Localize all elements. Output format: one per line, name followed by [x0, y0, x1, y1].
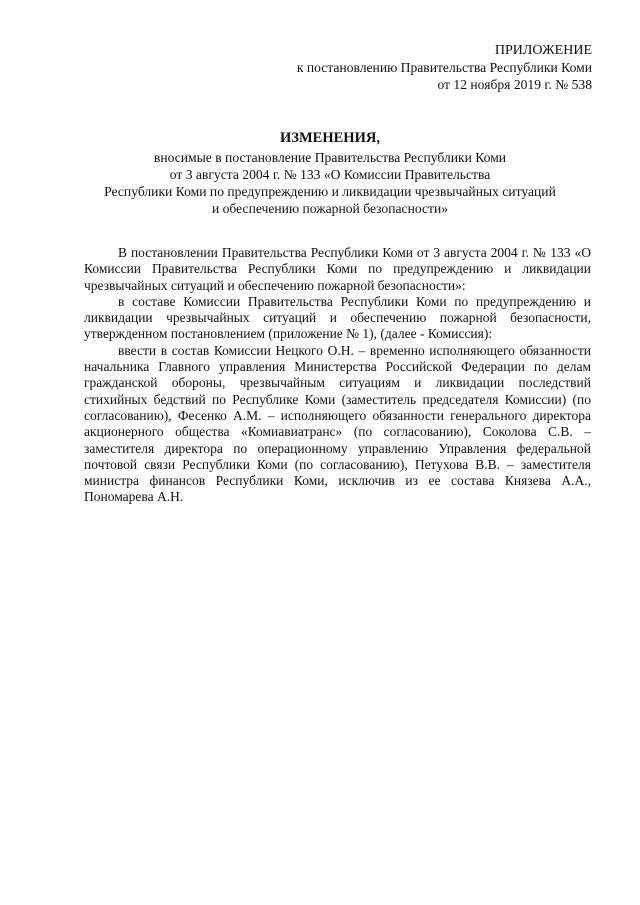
body-paragraph: ввести в состав Комиссии Нецкого О.Н. – временно исполняющего обязанности начальника Главного управления Министерства Российской Федерации по делам гражданской обороны, чрезвычайным ситуациям и ликвидации последствий стихийных бедствий по Республике Коми (заместитель председателя Комиссии) (по согласованию), Фесенко А.М. – исполняющего обязанности генерального директора акционерного общества «Комиавиатранс» (по согласованию), Соколова С.В. – заместителя директора по операционному управлению Управления федеральной почтовой связи Республики Коми (по согласованию), Петухова В.В. – заместителя министра финансов Республики Коми, исключив из ее состава Князева А.А., Пономарева А.Н.	[84, 342, 591, 505]
title-subline: и обеспечению пожарной безопасности»	[211, 201, 449, 216]
appendix-decree-line: к постановлению Правительства Республики Коми	[296, 60, 592, 75]
document-title-block	[60, 130, 600, 217]
body-paragraph: В постановлении Правительства Республики Коми от 3 августа 2004 г. № 133 «О Комиссии Правительства Республики Коми по предупреждению и ликвидации чрезвычайных ситуаций и обеспечению пожарной безопасности»:	[84, 245, 591, 293]
title-subline: Республики Коми по предупреждению и ликвидации чрезвычайных ситуаций	[104, 184, 556, 199]
title-subline: от 3 августа 2004 г. № 133 «О Комиссии Правительства	[169, 167, 491, 182]
document-body	[84, 245, 591, 506]
appendix-date-line: от 12 ноября 2019 г. № 538	[437, 77, 592, 92]
title-subline: вносимые в постановление Правительства Республики Коми	[153, 150, 507, 165]
appendix-header	[297, 42, 592, 93]
appendix-title: ПРИЛОЖЕНИЕ	[494, 43, 592, 58]
body-paragraph: в составе Комиссии Правительства Республики Коми по предупреждению и ликвидации чрезвычайных ситуаций и обеспечению пожарной безопасности, утвержденном постановлением (приложение № 1), (далее - Комиссия):	[84, 293, 591, 342]
document-title: ИЗМЕНЕНИЯ,	[280, 130, 380, 146]
